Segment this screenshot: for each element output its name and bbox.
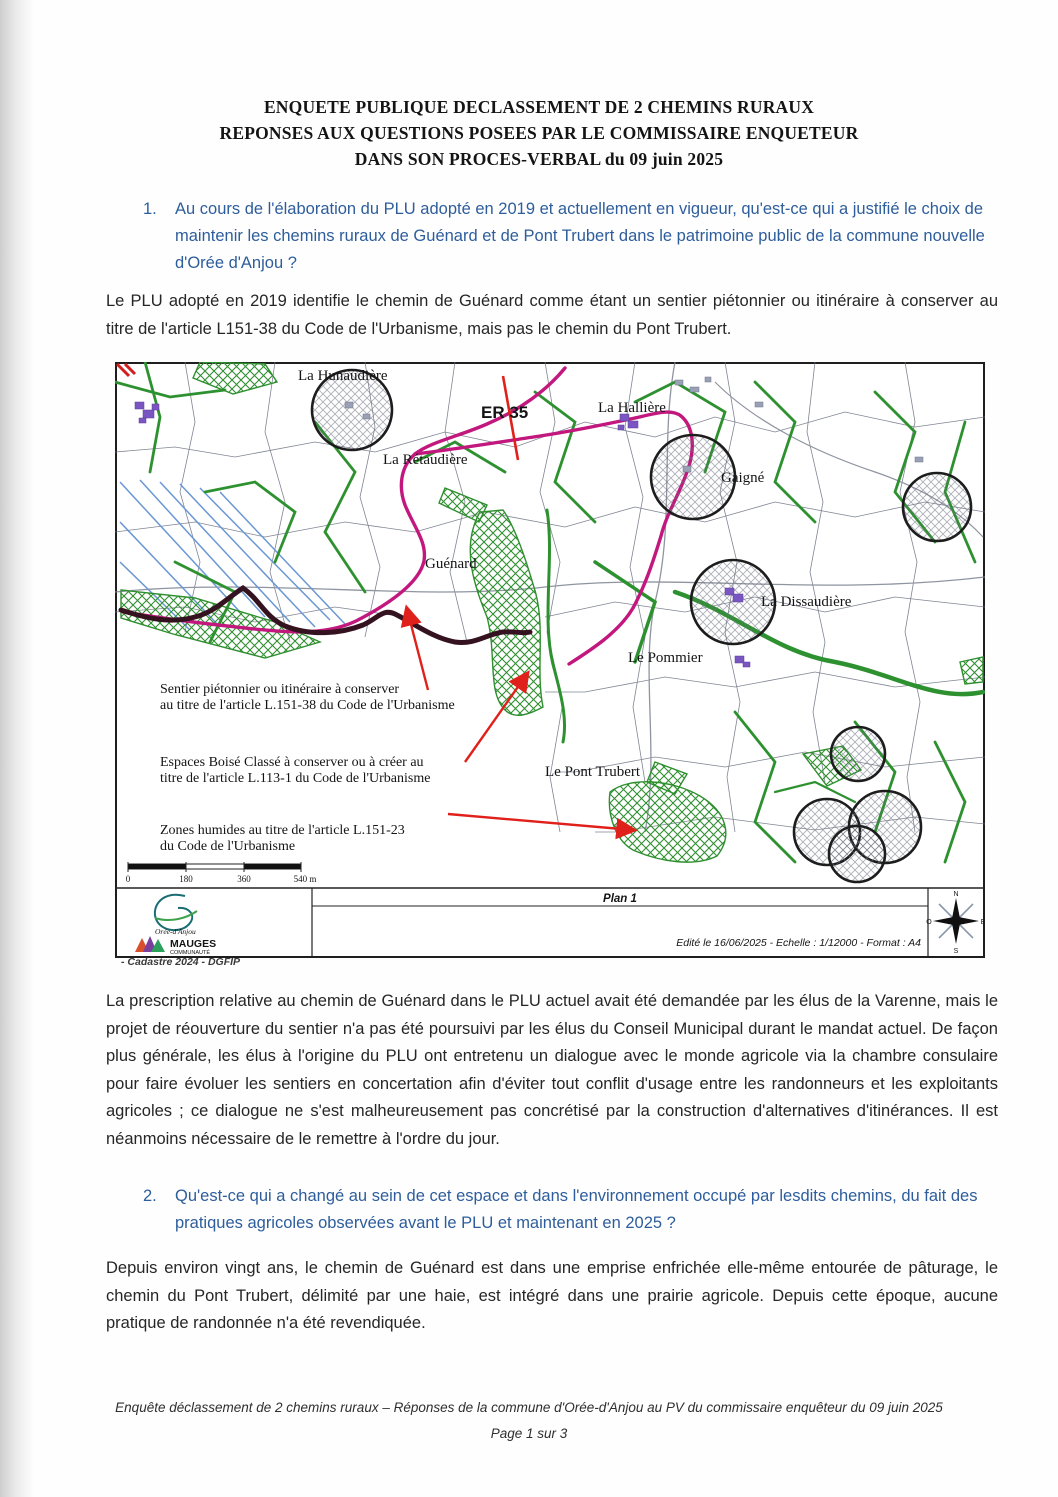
question-2	[143, 1183, 999, 1237]
question-1	[143, 196, 999, 277]
paragraph-2: La prescription relative au chemin de Guénard dans le PLU actuel avait été demandée par les élus de la Varenne, mais le projet de réouverture du sentier n'a pas été poursuivi par les élus du Conseil Municipal durant le mandat actuel. De façon plus générale, les élus à l'origine du PLU ont entretenu un dialogue avec le monde agricole via la chambre consulaire pour faire évoluer les sentiers en concertation afin d'éviter tout conflit d'usage entre les randonneurs et les exploitants agricoles ; ce dialogue ne s'est malheureusement pas concrétisé par la construction d'alternatives d'itinérances. Il est néanmoins nécessaire de le remettre à l'ordre du jour.	[106, 992, 998, 1148]
legend-sentier-line2: au titre de l'article L.151-38 du Code de l'Urbanisme	[160, 698, 455, 713]
cartouche-plan-title: Plan 1	[603, 893, 637, 905]
legend-sentier-line1: Sentier piétonnier ou itinéraire à conserver	[160, 682, 400, 697]
paragraph-1: Le PLU adopté en 2019 identifie le chemin de Guénard comme étant un sentier piétonnier ou itinéraire à conserver au titre de l'article L151-38 du Code de l'Urbanisme, mais pas le chemin du Pont Trubert.	[106, 292, 998, 338]
map-label-halliere: La Hallière	[598, 400, 666, 416]
map-label-guenard: Guénard	[425, 556, 477, 572]
map-label-dissaudiere: La Dissaudière	[761, 594, 852, 610]
question-1-number: 1.	[143, 200, 157, 218]
scan-edge-artifact	[0, 0, 34, 1497]
plu-map-svg	[115, 362, 985, 958]
map-credit: - Cadastre 2024 - DGFIP	[121, 956, 241, 968]
title-line-1: ENQUETE PUBLIQUE DECLASSEMENT DE 2 CHEMINS RURAUX	[263, 97, 815, 117]
oree-anjou-logo-text: Orée-d'Anjou	[155, 927, 196, 936]
scale-tick-180: 180	[179, 874, 193, 884]
map-label-er35: ER 35	[481, 403, 529, 422]
footer-page-number: Page 1 sur 3	[490, 1426, 568, 1441]
scale-tick-540: 540 m	[293, 874, 317, 884]
legend-ebc-line2: titre de l'article L.113-1 du Code de l'Urbanisme	[160, 771, 431, 786]
legend-zones-humides-line2: du Code de l'Urbanisme	[160, 839, 296, 854]
map-label-pommier: Le Pommier	[628, 650, 703, 666]
title-line-3: DANS SON PROCES-VERBAL du 09 juin 2025	[354, 149, 724, 169]
question-1-text: Au cours de l'élaboration du PLU adopté en 2019 et actuellement en vigueur, qu'est-ce qui a justifié le choix de maintenir les chemins ruraux de Guénard et de Pont Trubert dans le patrimoine public de la commune nouvelle d'Orée d'Anjou ?	[175, 200, 985, 272]
compass-e: E	[980, 919, 985, 926]
compass-n: N	[953, 891, 959, 898]
map-label-pont-trubert: Le Pont Trubert	[545, 764, 641, 780]
map-label-gaigne: Gaigné	[721, 470, 765, 486]
compass-o: O	[926, 919, 932, 926]
mauges-logo-line1: MAUGES	[170, 938, 217, 950]
question-2-number: 2.	[143, 1187, 157, 1205]
page-title	[60, 94, 1018, 172]
title-line-2: REPONSES AUX QUESTIONS POSEES PAR LE COMMISSAIRE ENQUETEUR	[219, 123, 859, 143]
paragraph-3: Depuis environ vingt ans, le chemin de Guénard est dans une emprise enfrichée elle-même entourée de pâturage, le chemin du Pont Trubert, délimité par une haie, est intégré dans une prairie agricole. Depuis cette époque, aucune pratique de randonnée n'a été revendiquée.	[106, 1259, 998, 1332]
cartouche-edit-info: Edité le 16/06/2025 - Echelle : 1/12000 - Format : A4	[676, 937, 921, 949]
page-footer	[0, 1395, 1058, 1447]
mauges-logo-line2: COMMUNAUTÉ	[170, 950, 211, 956]
legend-ebc-line1: Espaces Boisé Classé à conserver ou à créer au	[160, 755, 424, 770]
map-label-hunaudiere: La Hunaudière	[298, 368, 388, 384]
map-label-retaudiere: La Rétaudière	[383, 452, 468, 468]
scale-tick-360: 360	[237, 874, 251, 884]
footer-line-1: Enquête déclassement de 2 chemins ruraux – Réponses de la commune d'Orée-d'Anjou au PV du commissaire enquêteur du 09 juin 2025	[115, 1400, 943, 1415]
compass-s: S	[953, 948, 959, 955]
plu-map-figure	[115, 362, 985, 958]
scale-tick-0: 0	[125, 874, 131, 884]
question-2-text: Qu'est-ce qui a changé au sein de cet espace et dans l'environnement occupé par lesdits chemins, du fait des pratiques agricoles observées avant le PLU et maintenant en 2025 ?	[175, 1187, 978, 1232]
legend-zones-humides-line1: Zones humides au titre de l'article L.151-23	[160, 823, 405, 838]
